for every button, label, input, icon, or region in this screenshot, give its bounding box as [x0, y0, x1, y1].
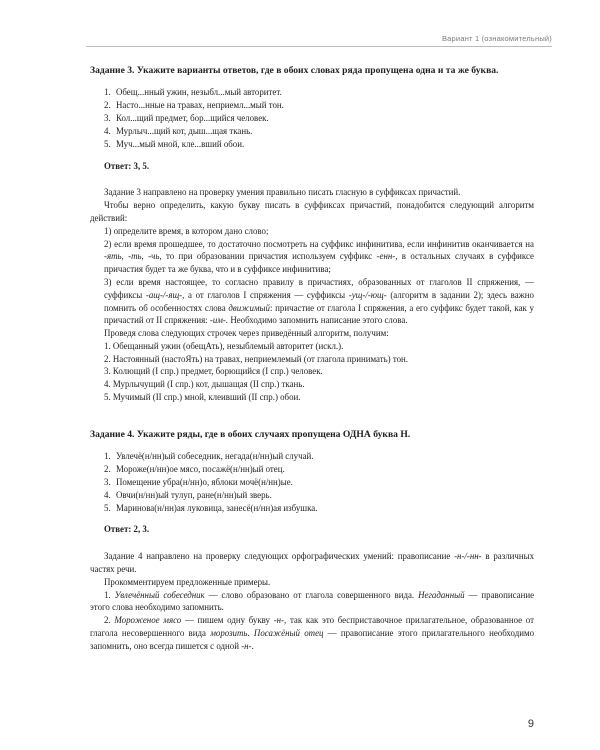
page-content	[90, 64, 534, 653]
task4-option: 1. Увлечё(н/нн)ый собеседник, негада(н/нн)ый случай.	[104, 450, 314, 461]
task4-title: Задание 4. Укажите ряды, где в обоих случаях пропущена ОДНА буква Н.	[90, 428, 411, 440]
task4-option: 4. Овчи(н/нн)ый тулуп, ране(н/нн)ый зверь.	[104, 489, 272, 500]
header-rule	[86, 46, 552, 47]
task4-option: 5. Маринова(н/нн)ая луковица, занесё(н/нн)ая избушка.	[104, 502, 318, 513]
result-line: 3. Колющий (I спр.) предмет, борющийся (I спр.) человек.	[104, 366, 323, 377]
page-number: 9	[527, 718, 534, 730]
task3-expl-p3: Проведя слова следующих строчек через приведённый алгоритм, получим:	[104, 328, 389, 339]
algorithm-step: 3) если время настоящее, то согласно правилу в причастиях, образованных от глаголов II спряжения, — суффиксы -ащ-/-ящ-, а от глаголов I спряжения — суффиксы -ущ-/-ющ- (алгоритм в задании 2); здесь важно помнить об особенностях слова движимый: причастие от глагола I спряжения, а его суффикс будет такой, как у причастий от II спряжения: -им-. Необходимо запомнить написание этого слова.	[104, 276, 534, 326]
task3-results	[104, 340, 534, 404]
result-line: 1. Обещанный ужин (обещАть), незыблемый авторитет (искл.).	[104, 340, 344, 351]
task4-comment-2: 2. Мороженое мясо — пишем одну букву -н-, так как это бесприставочное прилагательное, образованное от глагола несовершенного вида морозить. Посажёный отец — правописание этого прилагательного необходимо запомнить, оно всегда пишется с одной -н-.	[90, 615, 535, 651]
task4-option: 2. Мороже(н/нн)ое мясо, посажё(н/нн)ый отец.	[104, 463, 285, 474]
task3-option: 5. Муч...мый мной, кле...вший обои.	[104, 138, 245, 149]
task3-option: 1. Обещ...нный ужин, незыбл...мый авторитет.	[104, 87, 282, 97]
result-line: 5. Мучимый (II спр.) мной, клеивший (II спр.) обои.	[104, 392, 301, 403]
running-header: Вариант 1 (ознакомительный)	[441, 34, 552, 43]
task3-option: 2. Насто...нные на травах, неприемл...мый тон.	[104, 99, 284, 110]
task3-option: 3. Кол...щий предмет, бор...щийся человек.	[104, 112, 269, 123]
task4-answer: Ответ: 2, 3.	[104, 524, 150, 535]
algorithm-step: 1) определите время, в котором дано слово;	[104, 225, 269, 236]
algorithm-step: 2) если время прошедшее, то достаточно посмотреть на суффикс инфинитива, если инфинитив оканчивается на -ять, -ть, -чь, то при образовании причастия используем суффикс -енн-, в остальных случаях в суффиксе причастия будет та же буква, что и в суффиксе инфинитива;	[104, 238, 534, 275]
task3-algorithm	[104, 225, 534, 327]
task3-expl-p2: Чтобы верно определить, какую букву писать в суффиксах причастий, понадобится следующий алгоритм действий:	[90, 200, 534, 223]
result-line: 4. Мурлычущий (I спр.) кот, дышащая (II спр.) ткань.	[104, 379, 305, 390]
result-line: 2. Настоянный (настоЯть) на травах, неприемлемый (от глагола принимать) тон.	[104, 353, 408, 364]
task4-expl-p1: Задание 4 направлено на проверку следующих орфографических умений: правописание -н-/-нн- в различных частях речи.	[90, 551, 535, 574]
task3-options	[104, 86, 534, 151]
task3-expl-p1: Задание 3 направлено на проверку умения правильно писать гласную в суффиксах причастий.	[104, 187, 461, 198]
task3-answer: Ответ: 3, 5.	[104, 160, 150, 171]
task4-option: 3. Помещение убра(н/нн)о, яблоки мочё(н/нн)ые.	[104, 476, 293, 487]
task4-expl-p2: Прокомментируем предложенные примеры.	[104, 576, 271, 587]
task3-title: Задание 3. Укажите варианты ответов, где в обоих словах ряда пропущена одна и та же буква.	[90, 65, 499, 76]
task4-comment-1: 1. Увлечённый собеседник — слово образовано от глагола совершенного вида. Негаданный — правописание этого слова необходимо запомнить.	[90, 589, 535, 613]
task4-options	[104, 450, 534, 515]
task3-option: 4. Мурлыч...щий кот, дыш...щая ткань.	[104, 125, 253, 136]
